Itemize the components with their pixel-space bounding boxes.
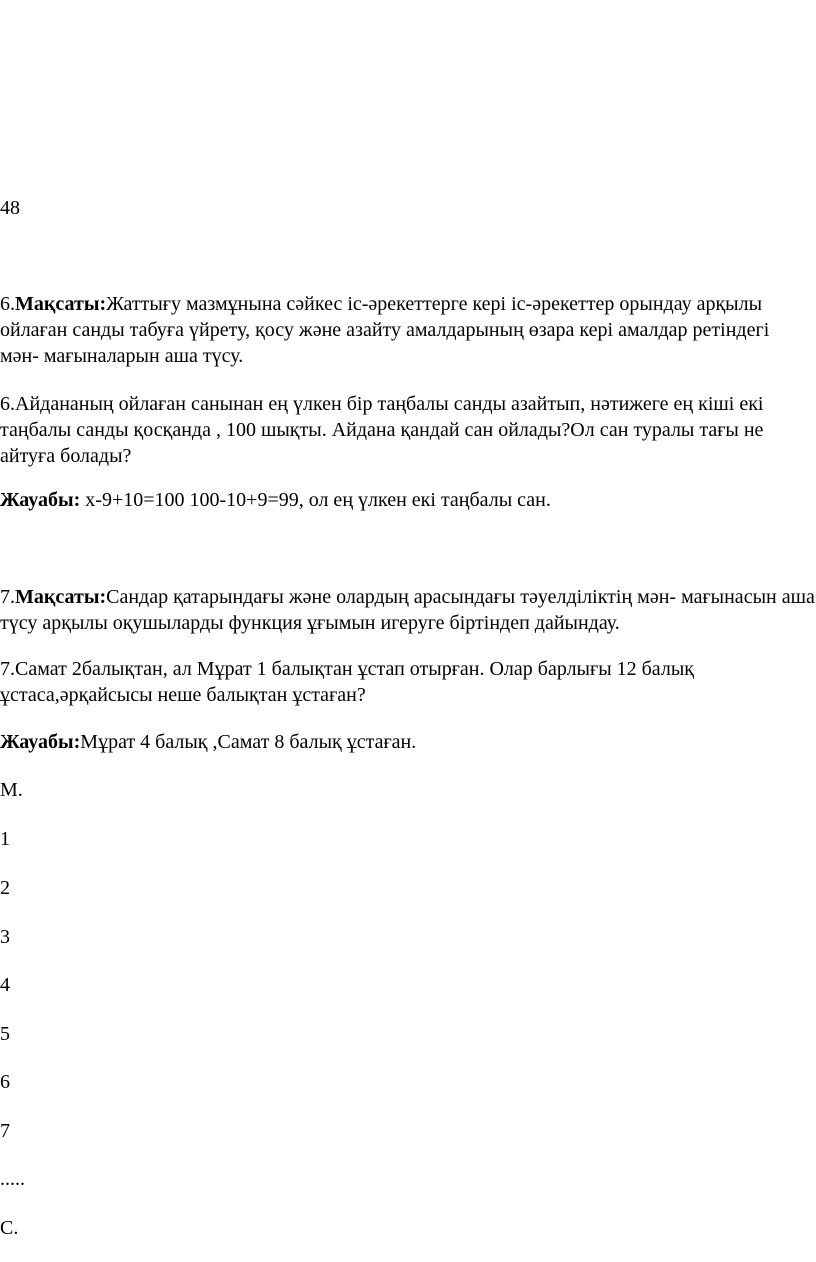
- goal-text: Сандар қатарындағы және олардың арасындағы тәуелділіктің мән- мағынасын аша түсу арқылы оқушыларды функция ұғымын игеруге біртіндеп дайындау.: [0, 586, 815, 634]
- goal-text: Жаттығу мазмұнына сәйкес іс-әрекеттерге кері іс-әрекеттер орындау арқылы ойлаған санды табуға үйрету, қосу және азайту амалдарының өзара кері амалдар ретіндегі мән- мағыналарын аша түсу.: [0, 293, 770, 367]
- column-value: 3: [0, 926, 10, 948]
- answer-paragraph-6: [0, 487, 810, 513]
- column-value: 2: [0, 877, 10, 899]
- task-paragraph-7: 7.Самат 2балықтан, ал Мұрат 1 балықтан ұстап отырған. Олар барлығы 12 балық ұстаса,әрқайсысы неше балықтан ұстаған?: [0, 658, 694, 706]
- answer-text: x-9+10=100 100-10+9=99, ол ең үлкен екі таңбалы сан.: [80, 489, 551, 511]
- goal-paragraph-6: [0, 291, 810, 369]
- page-number: 48: [0, 197, 20, 219]
- column-value: 7: [0, 1120, 10, 1142]
- column-value: 1: [0, 828, 10, 850]
- goal-number: 7.: [0, 586, 15, 608]
- answer-label: Жауабы:: [0, 489, 81, 511]
- answer-text: Мұрат 4 балық ,Самат 8 балық ұстаған.: [80, 731, 417, 753]
- goal-number: 6.: [0, 293, 15, 315]
- answer-paragraph-7: [0, 729, 810, 755]
- column-footer: С.: [0, 1217, 19, 1239]
- column-value: 5: [0, 1023, 10, 1045]
- column-value: 4: [0, 974, 10, 996]
- column-ellipsis: .....: [0, 1168, 25, 1190]
- task-paragraph-6: 6.Айдананың ойлаған санынан ең үлкен бір таңбалы санды азайтып, нәтижеге ең кіші екі таңбалы санды қосқанда , 100 шықты. Айдана қандай сан ойлады?Ол сан туралы тағы не айтуға болады?: [0, 393, 764, 467]
- goal-label: Мақсаты:: [15, 586, 107, 608]
- column-value: 6: [0, 1071, 10, 1093]
- goal-label: Мақсаты:: [15, 293, 107, 315]
- column-header: М.: [0, 779, 23, 801]
- answer-label: Жауабы:: [0, 731, 81, 753]
- goal-paragraph-7: [0, 584, 816, 636]
